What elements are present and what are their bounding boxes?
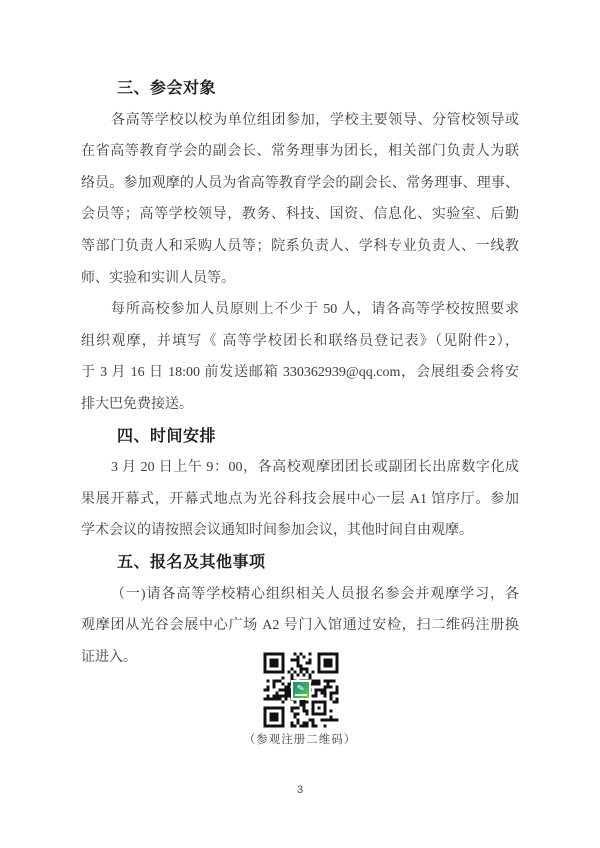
text-line: 等部门负责人和采购人员等；院系负责人、学科专业负责人、一线教 [81,238,519,254]
text-line: （一)请各高等学校精心组织相关人员报名参会并观摩学习，各 [111,586,519,602]
text-line: 于 3 月 16 日 18:00 前发送邮箱 330362939@qq.com，会展组委会将安 [81,365,519,381]
text-line: 会员等；高等学校领导，教务、科技、国资、信息化、实验室、后勤 [81,207,519,223]
document-body [81,73,519,673]
text-line: 师、实验和实训人员等。 [81,270,235,286]
text-line: 每所高校参加人员原则上不少于 50 人，请各高等学校按照要求 [111,302,519,318]
text-line: 组织观摩，并填写《 高等学校团长和联络员登记表》（见附件2）， [81,333,519,349]
logo-mini-text [295,694,307,696]
text-line: 学术会议的请按照会议通知时间参加会议，其他时间自由观摩。 [81,523,473,539]
text-line: 各高等学校以校为单位组团参加，学校主要领导、分管校领导或 [111,112,519,128]
page-number: 3 [296,784,304,796]
qr-code [262,651,340,729]
section-heading-registration: 五、报名及其他事项 [117,553,266,571]
section-heading-schedule: 四、时间安排 [117,427,217,445]
text-line: 果展开幕式，开幕式地点为光谷科技会展中心一层 A1 馆序厅。参加 [81,491,519,507]
qr-center-logo-icon [291,680,311,700]
text-line: 络员。参加观摩的人员为省高等教育学会的副会长、常务理事、理事、 [81,175,519,191]
text-line: 排大巴免费接送。 [81,396,193,412]
section-heading-participants: 三、参会对象 [117,80,217,97]
text-line: 3 月 20 日上午 9：00，各高校观摩团团长或副团长出席数字化成 [111,460,519,476]
text-line: 观摩团从光谷会展中心广场 A2 号门入馆通过安检，扫二维码注册换 [81,618,519,634]
pen-icon: ✎ [296,682,306,694]
qr-caption: （参观注册二维码） [243,734,357,746]
text-line: 在省高等教育学会的副会长、常务理事为团长，相关部门负责人为联 [81,144,519,160]
text-line: 证进入。 [81,649,137,665]
